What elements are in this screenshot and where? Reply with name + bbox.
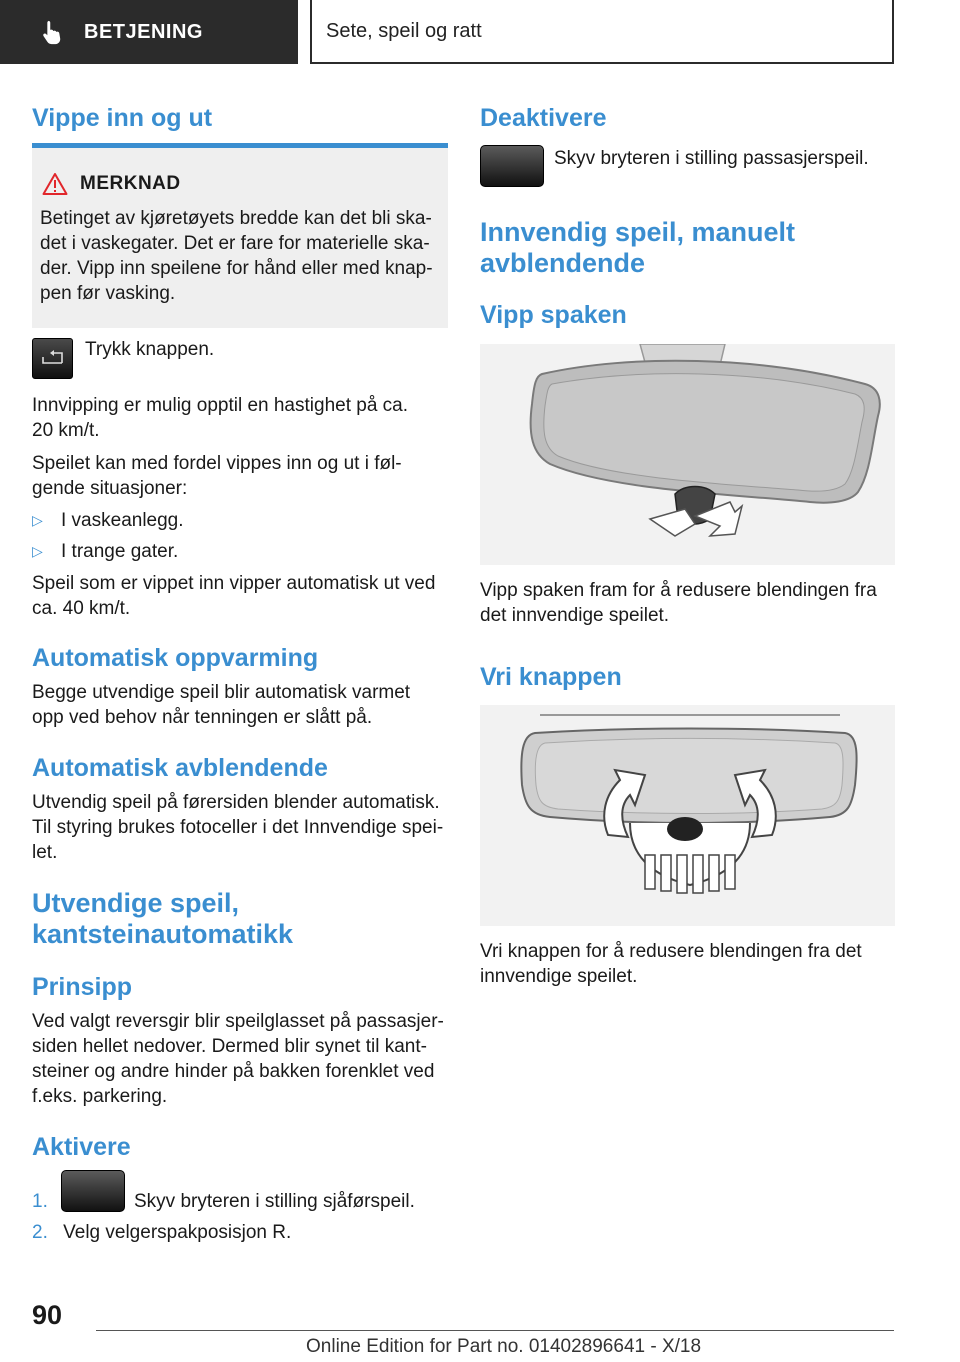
heading-innvendig-2: avblendende — [480, 248, 646, 278]
heading-utvendige-1: Utvendige speil, — [32, 888, 240, 918]
notice-text: Betinget av kjøretøyets bredde kan det bli ska-det i vaskegater. Det er fare for materielle ska-der. Vipp inn speilene for hånd eller med knap-pen før vasking. — [40, 208, 433, 304]
prinsipp-text: Ved valgt reversgir blir speilglasset på passasjer-siden hellet nedover. Dermed blir synet til kant-steiner og andre hinder på bakken forenklet ved f.eks. parkering. — [32, 1011, 444, 1107]
heading-prinsipp: Prinsipp — [32, 973, 133, 1001]
switch-button-icon — [480, 145, 544, 187]
page-number: 90 — [32, 1300, 63, 1330]
heading-aktivere: Aktivere — [32, 1133, 131, 1161]
step-1-text: Skyv bryteren i stilling sjåførspeil. — [134, 1191, 415, 1212]
mirror-lever-figure — [480, 344, 895, 565]
section-label: BETJENING — [84, 20, 203, 43]
innvipping-text: Innvipping er mulig opptil en hastighet på ca. 20 km/t. — [32, 395, 409, 441]
section-tab — [0, 0, 298, 64]
notice-title: MERKNAD — [80, 173, 181, 194]
heading-deaktivere: Deaktivere — [480, 104, 607, 132]
footer-edition: Online Edition for Part no. 01402896641 - X/18 — [306, 1336, 702, 1357]
oppvarming-text: Begge utvendige speil blir automatisk varmet opp ved behov når tenningen er slått på. — [32, 682, 411, 728]
warning-icon — [42, 172, 68, 196]
hand-pointer-icon — [38, 18, 66, 46]
heading-innvendig-1: Innvendig speil, manuelt — [480, 217, 796, 247]
heading-oppvarming: Automatisk oppvarming — [32, 644, 319, 672]
heading-utvendige-2: kantsteinautomatikk — [32, 919, 294, 949]
mirror-knob-figure — [480, 705, 895, 926]
vipp-caption: Vipp spaken fram for å redusere blendingen fra det innvendige speilet. — [480, 580, 877, 626]
mirror-fold-button-icon — [32, 338, 73, 379]
heading-vri-knappen: Vri knappen — [480, 663, 622, 691]
bullet-triangle-icon: ▷ — [32, 512, 43, 528]
chapter-header — [310, 0, 894, 64]
chapter-label: Sete, speil og ratt — [326, 19, 482, 42]
step-1: 1. — [32, 1191, 48, 1212]
step-2: 2. Velg velgerspakposisjon R. — [32, 1222, 292, 1243]
speil-som-text: Speil som er vippet inn vipper automatisk ut ved ca. 40 km/t. — [32, 573, 436, 619]
heading-avblendende: Automatisk avblendende — [32, 754, 328, 782]
avblendende-text: Utvendig speil på førersiden blender automatisk. Til styring brukes fotoceller i det Innvendige spei-let. — [32, 792, 444, 863]
heading-vippe: Vippe inn og ut — [32, 104, 213, 132]
deaktivere-text: Skyv bryteren i stilling passasjerspeil. — [554, 148, 869, 169]
trykk-text: Trykk knappen. — [85, 339, 215, 360]
vri-caption: Vri knappen for å redusere blendingen fra det innvendige speilet. — [480, 941, 862, 987]
footer-divider — [96, 1330, 894, 1331]
speilet-text: Speilet kan med fordel vippes inn og ut i føl-gende situasjoner: — [32, 453, 402, 499]
bullet-triangle-icon: ▷ — [32, 543, 43, 559]
notice-box — [32, 143, 448, 328]
heading-vipp-spaken: Vipp spaken — [480, 301, 627, 329]
switch-button-icon — [61, 1170, 125, 1212]
list-item: ▷ I vaskeanlegg. — [32, 510, 184, 531]
list-item: ▷ I trange gater. — [32, 541, 179, 562]
